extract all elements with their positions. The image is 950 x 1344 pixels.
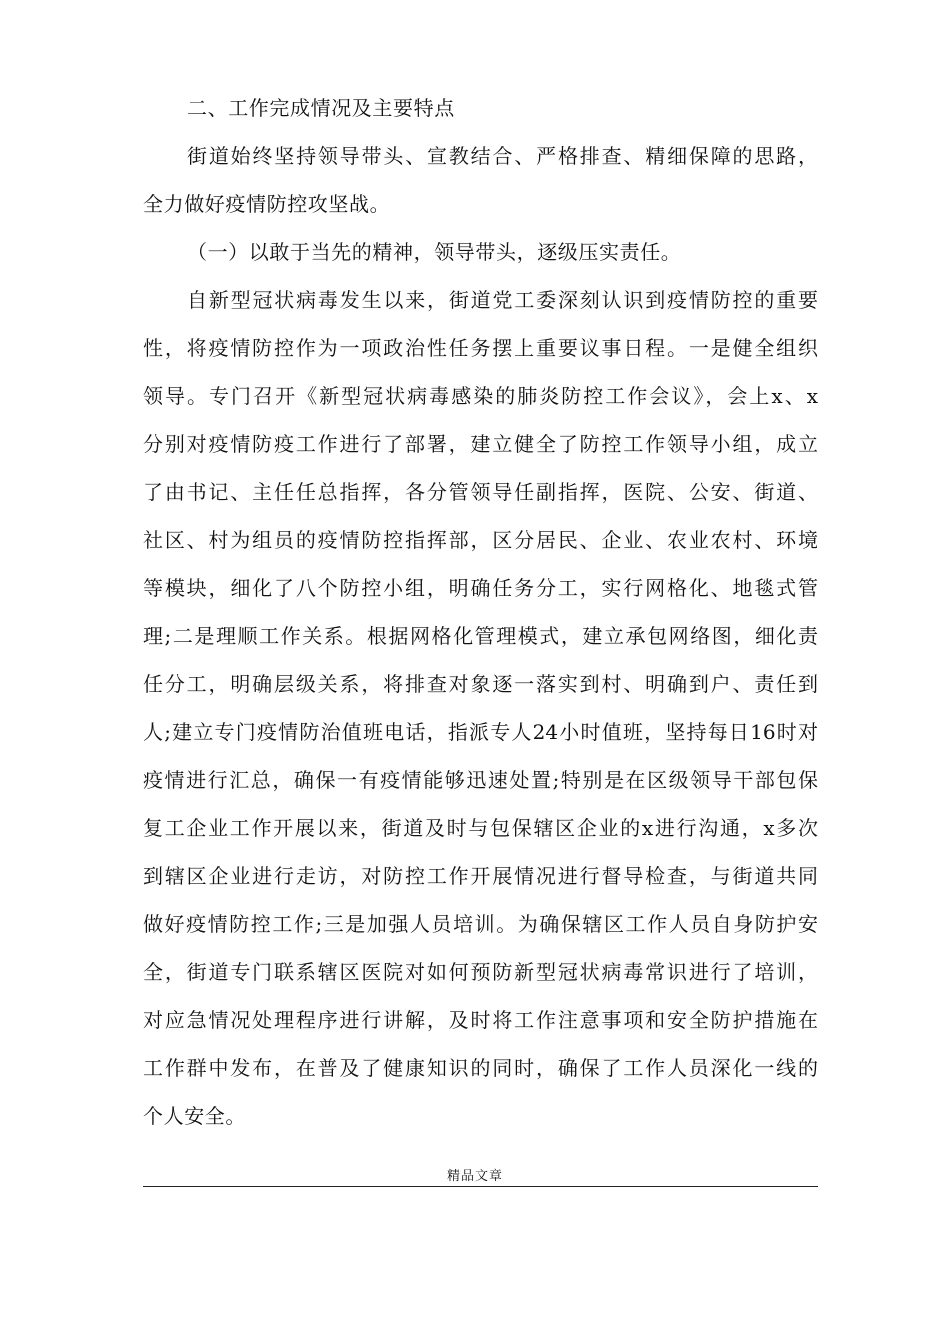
paragraph-2-line: 全，街道专门联系辖区医院对如何预防新型冠状病毒常识进行了培训， [143,960,818,984]
paragraph-2-line: 对应急情况处理程序进行讲解，及时将工作注意事项和安全防护措施在 [143,1008,818,1032]
paragraph-2-line: 性，将疫情防控作为一项政治性任务摆上重要议事日程。一是健全组织 [143,336,818,360]
paragraph-2-line: 做好疫情防控工作;三是加强人员培训。为确保辖区工作人员自身防护安 [143,912,818,936]
paragraph-2-line: 领导。专门召开《新型冠状病毒感染的肺炎防控工作会议》，会上x、x [143,384,818,408]
paragraph-2-line: 了由书记、主任任总指挥，各分管领导任副指挥，医院、公安、街道、 [143,480,818,504]
footer-label: 精品文章 [446,1169,503,1184]
footer-divider [143,1186,818,1187]
paragraph-1-line-1: 街道始终坚持领导带头、宣教结合、严格排查、精细保障的思路， [187,144,818,168]
paragraph-2-line: 到辖区企业进行走访，对防控工作开展情况进行督导检查，与街道共同 [143,864,818,888]
paragraph-2-line: 工作群中发布，在普及了健康知识的同时，确保了工作人员深化一线的 [143,1056,818,1080]
paragraph-2-line: 理;二是理顺工作关系。根据网格化管理模式，建立承包网络图，细化责 [143,624,818,648]
paragraph-2-line: 复工企业工作开展以来，街道及时与包保辖区企业的x进行沟通，x多次 [143,816,818,840]
paragraph-2-line: 人;建立专门疫情防治值班电话，指派专人24小时值班，坚持每日16时对 [143,720,818,744]
paragraph-2-line: 疫情进行汇总，确保一有疫情能够迅速处置;特别是在区级领导干部包保 [143,768,818,792]
document-body [143,84,818,1140]
subsection-heading: （一）以敢于当先的精神，领导带头，逐级压实责任。 [187,240,682,264]
paragraph-2-line: 社区、村为组员的疫情防控指挥部，区分居民、企业、农业农村、环境 [143,528,818,552]
paragraph-2-line: 分别对疫情防疫工作进行了部署，建立健全了防控工作领导小组，成立 [143,432,818,456]
paragraph-2-line: 任分工，明确层级关系，将排查对象逐一落实到村、明确到户、责任到 [143,672,818,696]
paragraph-2-line-last: 个人安全。 [143,1104,246,1128]
section-heading: 二、工作完成情况及主要特点 [187,96,455,120]
paragraph-2-line: 自新型冠状病毒发生以来，街道党工委深刻认识到疫情防控的重要 [187,288,818,312]
paragraph-2-line: 等模块，细化了八个防控小组，明确任务分工，实行网格化、地毯式管 [143,576,818,600]
paragraph-1-line-2: 全力做好疫情防控攻坚战。 [143,192,391,216]
